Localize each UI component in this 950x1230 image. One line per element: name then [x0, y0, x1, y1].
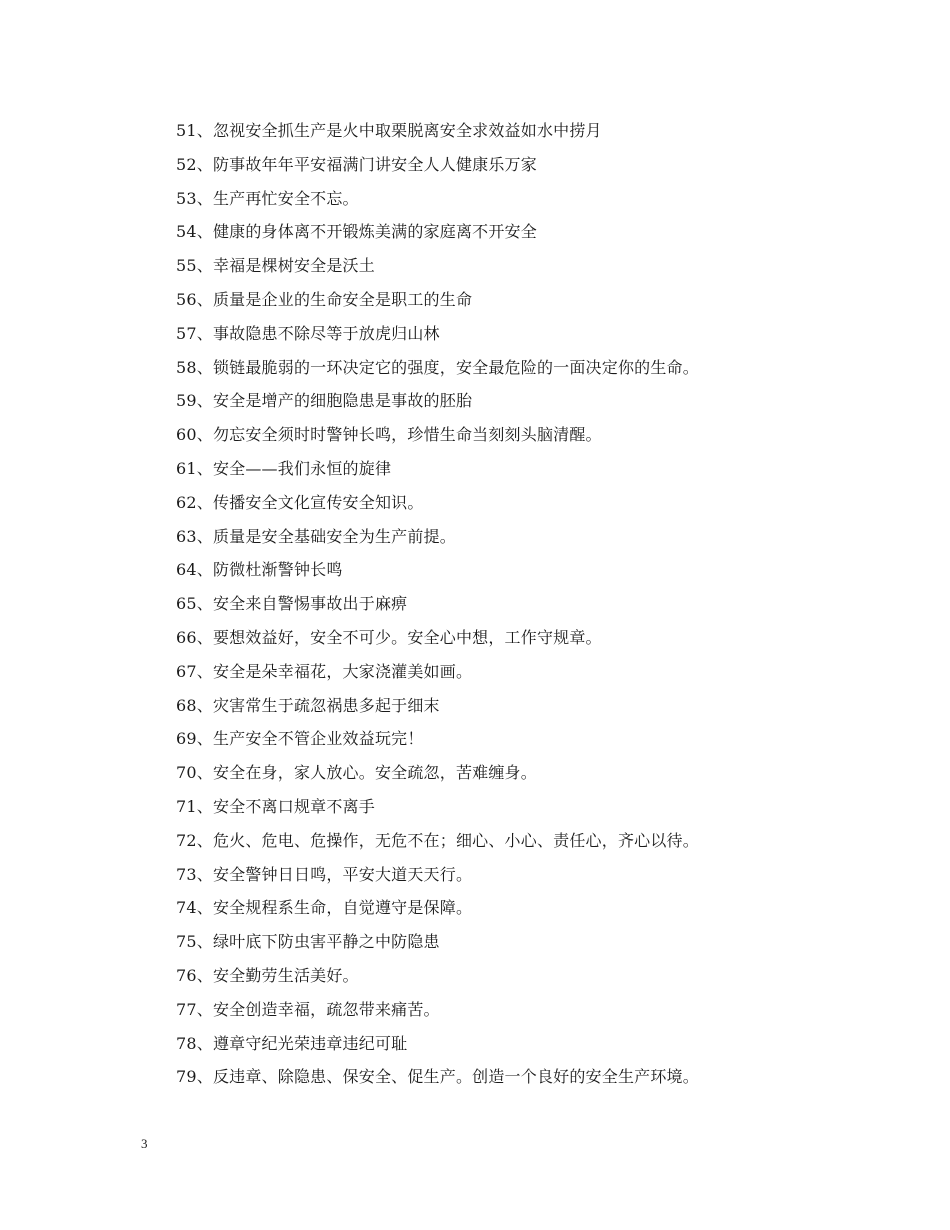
- list-item: 61、安全——我们永恒的旋律: [176, 458, 392, 478]
- list-item: 58、锁链最脆弱的一环决定它的强度，安全最危险的一面决定你的生命。: [176, 357, 699, 377]
- list-item: 78、遵章守纪光荣违章违纪可耻: [176, 1033, 408, 1053]
- list-item: 64、防微杜渐警钟长鸣: [176, 560, 343, 580]
- list-item: 59、安全是增产的细胞隐患是事故的胚胎: [176, 391, 473, 411]
- list-item: 71、安全不离口规章不离手: [176, 796, 375, 816]
- list-item: 62、传播安全文化宣传安全知识。: [176, 492, 424, 512]
- list-item: 51、忽视安全抓生产是火中取栗脱离安全求效益如水中捞月: [176, 121, 602, 140]
- list-item: 70、安全在身，家人放心。安全疏忽，苦难缠身。: [176, 763, 537, 783]
- list-item: 66、要想效益好，安全不可少。安全心中想，工作守规章。: [176, 627, 602, 647]
- list-item: 54、健康的身体离不开锻炼美满的家庭离不开安全: [176, 222, 537, 242]
- slogan-list: [176, 118, 896, 1098]
- list-item: 55、幸福是棵树安全是沃土: [176, 256, 375, 276]
- list-item: 77、安全创造幸福，疏忽带来痛苦。: [176, 999, 440, 1019]
- list-item: 68、灾害常生于疏忽祸患多起于细末: [176, 695, 440, 715]
- list-item: 65、安全来自警惕事故出于麻痹: [176, 594, 408, 614]
- list-item: 63、质量是安全基础安全为生产前提。: [176, 526, 456, 546]
- list-item: 60、勿忘安全须时时警钟长鸣，珍惜生命当刻刻头脑清醒。: [176, 425, 602, 445]
- list-item: 69、生产安全不管企业效益玩完！: [176, 729, 424, 749]
- list-item: 52、防事故年年平安福满门讲安全人人健康乐万家: [176, 154, 537, 174]
- list-item: 72、危火、危电、危操作，无危不在；细心、小心、责任心，齐心以待。: [176, 830, 699, 850]
- list-item: 57、事故隐患不除尽等于放虎归山林: [176, 323, 440, 343]
- list-item: 74、安全规程系生命，自觉遵守是保障。: [176, 898, 473, 918]
- page-number: 3: [141, 1136, 148, 1151]
- list-item: 75、绿叶底下防虫害平静之中防隐患: [176, 932, 440, 952]
- list-item: 53、生产再忙安全不忘。: [176, 188, 359, 208]
- list-item: 67、安全是朵幸福花，大家浇灌美如画。: [176, 661, 473, 681]
- list-item: 56、质量是企业的生命安全是职工的生命: [176, 289, 473, 309]
- list-item: 76、安全勤劳生活美好。: [176, 965, 359, 985]
- list-item: 73、安全警钟日日鸣，平安大道天天行。: [176, 864, 473, 884]
- list-item: 79、反违章、除隐患、保安全、促生产。创造一个良好的安全生产环境。: [176, 1067, 699, 1087]
